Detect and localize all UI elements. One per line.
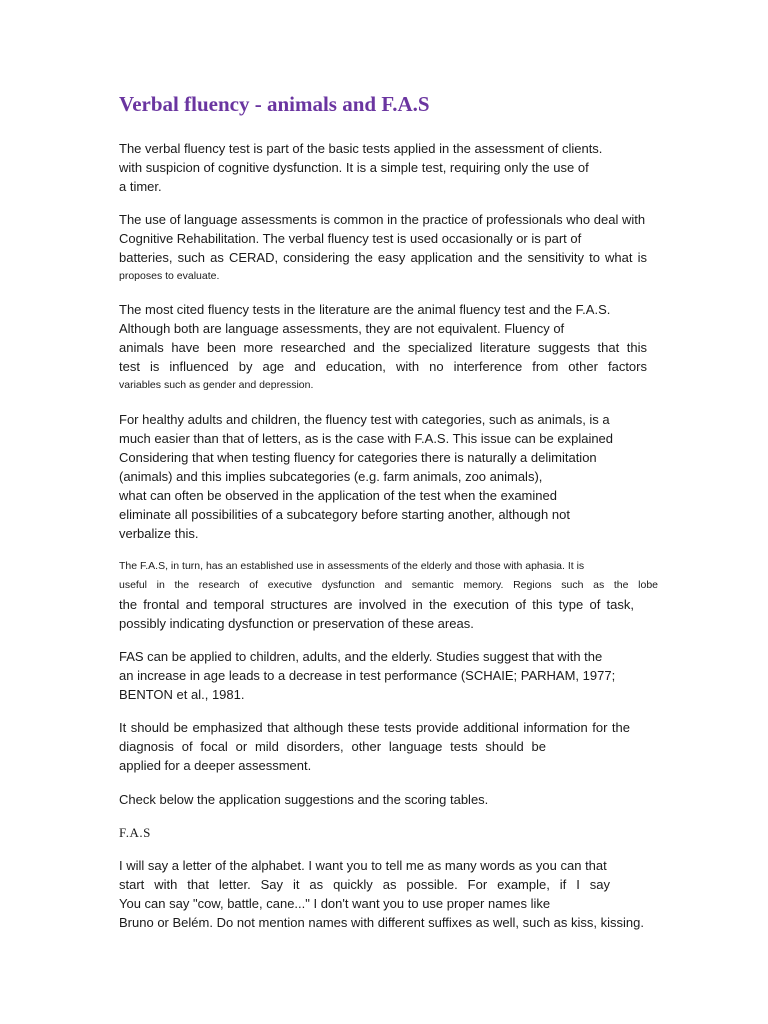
text-line: applied for a deeper assessment. [119, 758, 312, 773]
text-line: a timer. [119, 179, 162, 194]
text-line: Check below the application suggestions and the scoring tables. [119, 792, 489, 807]
text-line: batteries, such as CERAD, considering the easy application and the sensitivity to what is [119, 250, 647, 265]
section-heading: F.A.S [119, 825, 151, 840]
text-line: Considering that when testing fluency for categories there is naturally a delimitation [119, 450, 597, 465]
text-line: The most cited fluency tests in the literature are the animal fluency test and the F.A.S. [119, 302, 611, 317]
text-line: start with that letter. Say it as quickly as possible. For example, if I say [119, 877, 610, 892]
text-line: Cognitive Rehabilitation. The verbal fluency test is used occasionally or is part of [119, 231, 582, 246]
text-line: The F.A.S, in turn, has an established use in assessments of the elderly and those with aphasia. It is [119, 560, 585, 572]
text-line: with suspicion of cognitive dysfunction. It is a simple test, requiring only the use of [119, 160, 589, 175]
text-line: useful in the research of executive dysfunction and semantic memory. Regions such as the lobe [119, 579, 658, 591]
text-line: FAS can be applied to children, adults, and the elderly. Studies suggest that with the [119, 649, 603, 664]
text-line: the frontal and temporal structures are involved in the execution of this type of task, [119, 597, 634, 612]
text-line: much easier than that of letters, as is the case with F.A.S. This issue can be explained [119, 431, 614, 446]
text-line: I will say a letter of the alphabet. I want you to tell me as many words as you can that [119, 858, 607, 873]
text-line: You can say "cow, battle, cane..." I don't want you to use proper names like [119, 896, 551, 911]
text-line: animals have been more researched and the specialized literature suggests that this [119, 340, 647, 355]
text-line: The use of language assessments is common in the practice of professionals who deal with [119, 212, 646, 227]
text-line: test is influenced by age and education, with no interference from other factors [119, 359, 647, 374]
text-line: (animals) and this implies subcategories (e.g. farm animals, zoo animals), [119, 469, 543, 484]
text-line: variables such as gender and depression. [119, 379, 314, 391]
text-line: what can often be observed in the application of the test when the examined [119, 488, 557, 503]
text-line: It should be emphasized that although these tests provide additional information for the [119, 720, 630, 735]
text-line: proposes to evaluate. [119, 270, 220, 282]
text-line: possibly indicating dysfunction or preservation of these areas. [119, 616, 474, 631]
text-line: Although both are language assessments, they are not equivalent. Fluency of [119, 321, 565, 336]
text-line: an increase in age leads to a decrease in test performance (SCHAIE; PARHAM, 1977; [119, 668, 616, 683]
text-line: BENTON et al., 1981. [119, 687, 245, 702]
text-line: eliminate all possibilities of a subcategory before starting another, although not [119, 507, 570, 522]
text-line: The verbal fluency test is part of the basic tests applied in the assessment of clients. [119, 141, 603, 156]
text-line: verbalize this. [119, 526, 199, 541]
text-line: For healthy adults and children, the fluency test with categories, such as animals, is a [119, 412, 610, 427]
text-line: diagnosis of focal or mild disorders, other language tests should be [119, 739, 546, 754]
page-title: Verbal fluency - animals and F.A.S [119, 92, 430, 116]
text-line: Bruno or Belém. Do not mention names with different suffixes as well, such as kiss, kissing. [119, 915, 644, 930]
